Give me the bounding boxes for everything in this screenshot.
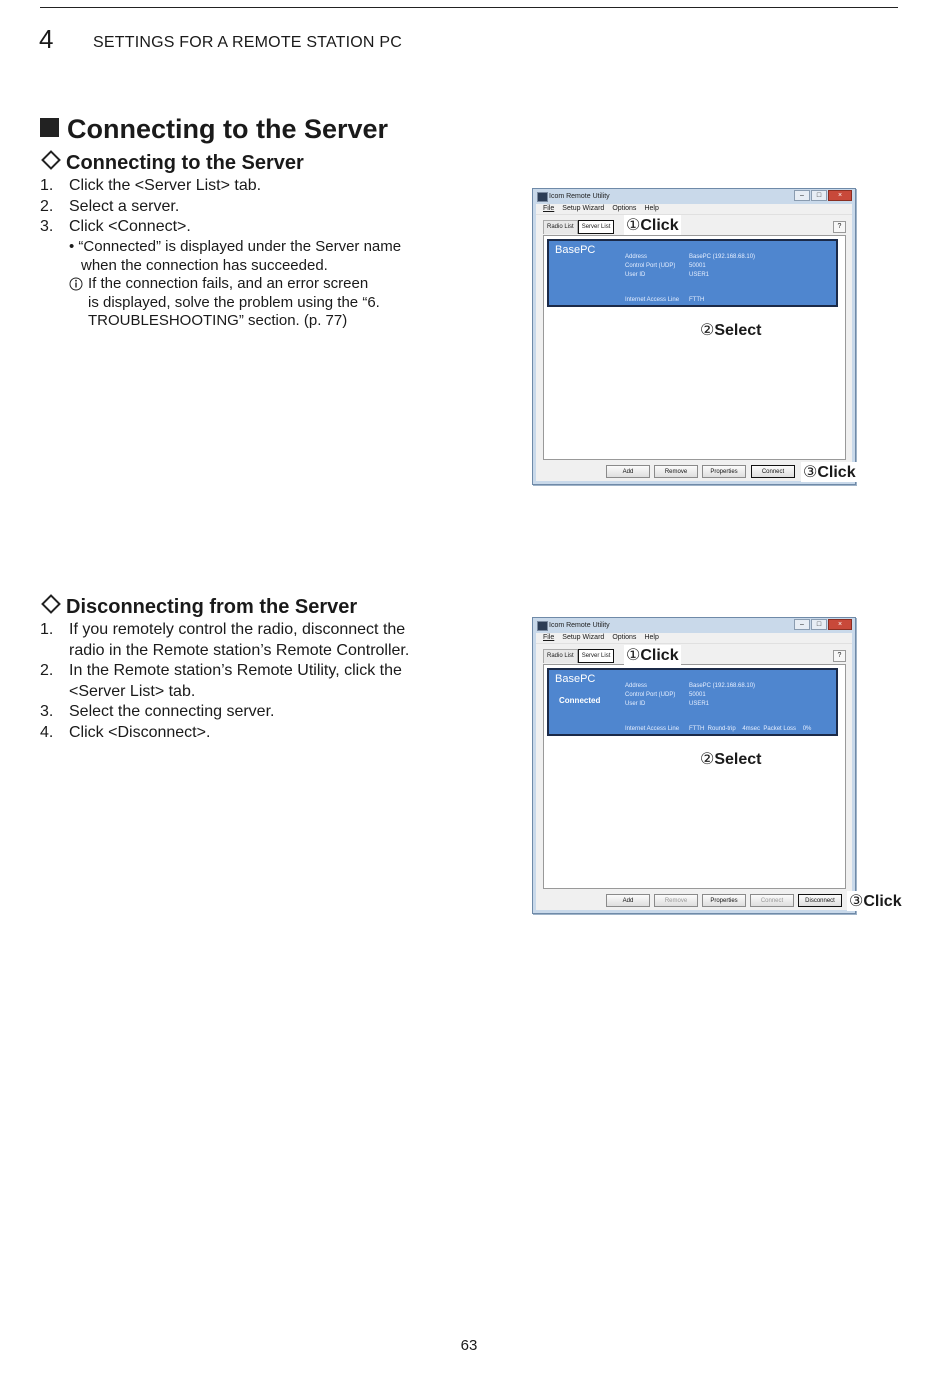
app-icon <box>537 192 548 202</box>
menu-bar <box>536 633 852 643</box>
window-titlebar: Icom Remote Utility – □ × <box>533 618 855 633</box>
menu-options[interactable]: Options <box>612 634 637 641</box>
tab-server-list[interactable]: Server List <box>578 649 615 663</box>
remote-utility-window-disconnect <box>532 617 856 914</box>
connect-subheading: Connecting to the Server <box>40 152 304 175</box>
remote-utility-window-connect <box>532 188 856 485</box>
connect-button[interactable]: Connect <box>751 465 795 478</box>
callout-click-tab: ①Click <box>626 217 679 234</box>
header-rule <box>40 7 898 8</box>
menu-options[interactable]: Options <box>612 205 637 212</box>
server-field-values: BasePC (192.168.68.10) 50001 USER1 <box>689 254 756 278</box>
list-item: 2. In the Remote station’s Remote Utility, click the <Server List> tab. <box>40 662 402 700</box>
menu-help[interactable]: Help <box>644 634 659 641</box>
help-button[interactable]: ? <box>833 650 846 662</box>
close-icon[interactable]: × <box>828 190 852 201</box>
tab-radio-list[interactable]: Radio List <box>543 220 578 234</box>
list-item: 4. Click <Disconnect>. <box>40 723 211 741</box>
list-item: 3. Select the connecting server. <box>40 703 275 720</box>
server-list <box>543 235 846 460</box>
list-item: 1. Click the <Server List> tab. <box>40 177 262 194</box>
remove-button[interactable]: Remove <box>654 465 698 478</box>
remove-button[interactable]: Remove <box>654 894 698 907</box>
connect-bullet-note: • “Connected” is displayed under the Server name when the connection has succeeded. <box>69 238 402 274</box>
diamond-bullet-icon <box>41 150 61 170</box>
app-icon <box>537 621 548 631</box>
callout-click-connect: ③Click <box>803 464 856 481</box>
menu-file[interactable]: File <box>543 205 555 212</box>
connect-steps <box>40 176 261 238</box>
add-button[interactable]: Add <box>606 894 650 907</box>
page-number: 63 <box>460 1337 478 1354</box>
list-item: 1. If you remotely control the radio, disconnect the radio in the Remote station’s Remote Controller. <box>40 621 410 659</box>
minimize-icon[interactable]: – <box>794 619 810 630</box>
help-button[interactable]: ? <box>833 221 846 233</box>
add-button[interactable]: Add <box>606 465 650 478</box>
access-line-label: Internet Access Line <box>625 297 680 303</box>
server-item-basepc[interactable] <box>547 239 838 307</box>
callout-select-server: ②Select <box>700 751 762 768</box>
menu-setup-wizard[interactable]: Setup Wizard <box>562 634 605 641</box>
menu-bar <box>536 204 852 214</box>
window-client <box>536 214 852 481</box>
disconnect-subheading: Disconnecting from the Server <box>40 596 357 619</box>
connect-button[interactable]: Connect <box>750 894 794 907</box>
section-heading: Connecting to the Server <box>40 114 388 145</box>
chapter-title: SETTINGS FOR A REMOTE STATION PC <box>93 34 402 51</box>
properties-button[interactable]: Properties <box>702 894 746 907</box>
server-field-labels: Address Control Port (UDP) User ID <box>625 254 676 278</box>
menu-help[interactable]: Help <box>644 205 659 212</box>
access-line-value: FTTH <box>689 297 705 303</box>
callout-select-server: ②Select <box>700 322 762 339</box>
window-titlebar: Icom Remote Utility – □ × <box>533 189 855 204</box>
chapter-number: 4 <box>39 24 54 54</box>
server-name: BasePC <box>555 673 596 685</box>
window-client <box>536 643 852 910</box>
server-list <box>543 664 846 889</box>
server-field-values: BasePC (192.168.68.10) 50001 USER1 <box>689 683 756 707</box>
disconnect-steps <box>40 620 409 743</box>
callout-click-disconnect: ③Click <box>849 893 902 910</box>
maximize-icon[interactable]: □ <box>811 190 827 201</box>
disconnect-button[interactable]: Disconnect <box>798 894 842 907</box>
access-line-label: Internet Access Line <box>625 726 680 732</box>
server-item-basepc[interactable] <box>547 668 838 736</box>
server-name: BasePC <box>555 244 596 256</box>
close-icon[interactable]: × <box>828 619 852 630</box>
callout-click-tab: ①Click <box>626 647 679 664</box>
maximize-icon[interactable]: □ <box>811 619 827 630</box>
connect-info-note: If the connection fails, and an error screen is displayed, solve the problem using the “6. TROUBLESHOOTING” section. (p. 77) <box>69 275 380 331</box>
tab-radio-list[interactable]: Radio List <box>543 649 578 663</box>
list-item: 2. Select a server. <box>40 197 180 215</box>
server-field-labels: Address Control Port (UDP) User ID <box>625 683 676 707</box>
diamond-bullet-icon <box>41 594 61 614</box>
access-line-value: FTTH Round-trip 4msec Packet Loss 0% <box>689 726 812 732</box>
list-item: 3. Click <Connect>. <box>40 218 191 235</box>
square-bullet-icon <box>40 118 59 137</box>
server-status: Connected <box>559 696 601 705</box>
minimize-icon[interactable]: – <box>794 190 810 201</box>
info-icon <box>69 277 83 291</box>
tab-server-list[interactable]: Server List <box>578 220 615 234</box>
menu-setup-wizard[interactable]: Setup Wizard <box>562 205 605 212</box>
menu-file[interactable]: File <box>543 634 555 641</box>
properties-button[interactable]: Properties <box>702 465 746 478</box>
